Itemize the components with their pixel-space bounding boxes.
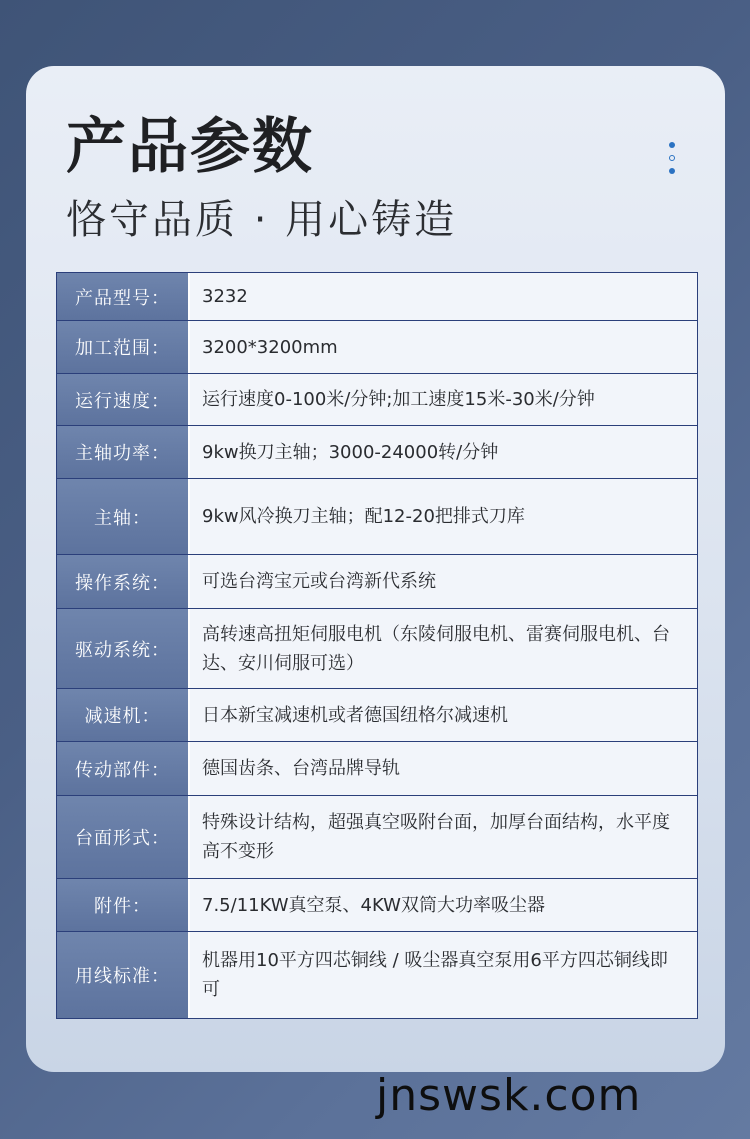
- spec-value-text: 特殊设计结构，超强真空吸附台面，加厚台面结构，水平度高不变形: [202, 812, 670, 862]
- spec-label: 减速机：: [57, 689, 190, 741]
- dot-icon: [669, 155, 675, 161]
- spec-label: 附件：: [57, 879, 190, 931]
- spec-row-accessories: [57, 878, 697, 931]
- spec-value-text: 机器用10平方四芯铜线 / 吸尘器真空泵用6平方四芯铜线即可: [202, 950, 668, 1000]
- spec-value-text: 7.5/11KW真空泵、4KW双筒大功率吸尘器: [202, 894, 545, 916]
- spec-label: 用线标准：: [57, 932, 190, 1018]
- spec-value: [190, 374, 697, 425]
- spec-value: [190, 321, 697, 373]
- spec-value: [190, 426, 697, 478]
- spec-value-text: 德国齿条、台湾品牌导轨: [202, 758, 400, 779]
- spec-value: [190, 879, 697, 931]
- spec-row-reducer: [57, 688, 697, 741]
- spec-row-os: [57, 554, 697, 608]
- spec-value: [190, 609, 697, 688]
- dot-icon: [669, 142, 675, 148]
- page-title: 产品参数: [66, 112, 314, 182]
- spec-label: 操作系统：: [57, 555, 190, 608]
- vertical-dots-icon: [667, 142, 677, 178]
- spec-value: [190, 689, 697, 741]
- dot-icon: [669, 168, 675, 174]
- spec-value-text: 高转速高扭矩伺服电机（东陵伺服电机、雷赛伺服电机、台达、安川伺服可选）: [202, 623, 670, 674]
- spec-value: [190, 479, 697, 554]
- page-subtitle: 恪守品质 · 用心铸造: [66, 197, 458, 243]
- spec-value: [190, 932, 697, 1018]
- spec-label: 产品型号：: [57, 273, 190, 320]
- spec-value-text: 3200*3200mm: [202, 336, 338, 358]
- spec-table: [56, 272, 698, 1019]
- spec-value-text: 可选台湾宝元或台湾新代系统: [202, 571, 436, 592]
- spec-label: 台面形式：: [57, 796, 190, 878]
- spec-row-drive: [57, 608, 697, 688]
- spec-row-wiring: [57, 931, 697, 1018]
- spec-row-table-type: [57, 795, 697, 878]
- spec-value: [190, 555, 697, 608]
- spec-row-model: [57, 273, 697, 320]
- spec-value-text: 9kw风冷换刀主轴；配12-20把排式刀库: [202, 506, 525, 527]
- spec-row-transmission: [57, 741, 697, 795]
- spec-value-text: 3232: [202, 286, 248, 307]
- spec-value: [190, 273, 697, 320]
- spec-label: 传动部件：: [57, 742, 190, 795]
- spec-label: 运行速度：: [57, 374, 190, 425]
- spec-value: [190, 742, 697, 795]
- spec-value-text: 9kw换刀主轴；3000-24000转/分钟: [202, 441, 499, 463]
- spec-row-range: [57, 320, 697, 373]
- spec-value: [190, 796, 697, 878]
- brand-url: jnswsk.com: [376, 1070, 642, 1121]
- spec-label: 主轴功率：: [57, 426, 190, 478]
- spec-label: 主轴：: [57, 479, 190, 554]
- spec-value-text: 运行速度0-100米/分钟;加工速度15米-30米/分钟: [202, 389, 595, 410]
- spec-row-speed: [57, 373, 697, 425]
- spec-label: 驱动系统：: [57, 609, 190, 688]
- spec-value-text: 日本新宝减速机或者德国纽格尔减速机: [202, 704, 508, 726]
- spec-label: 加工范围：: [57, 321, 190, 373]
- spec-row-spindle-power: [57, 425, 697, 478]
- spec-row-spindle: [57, 478, 697, 554]
